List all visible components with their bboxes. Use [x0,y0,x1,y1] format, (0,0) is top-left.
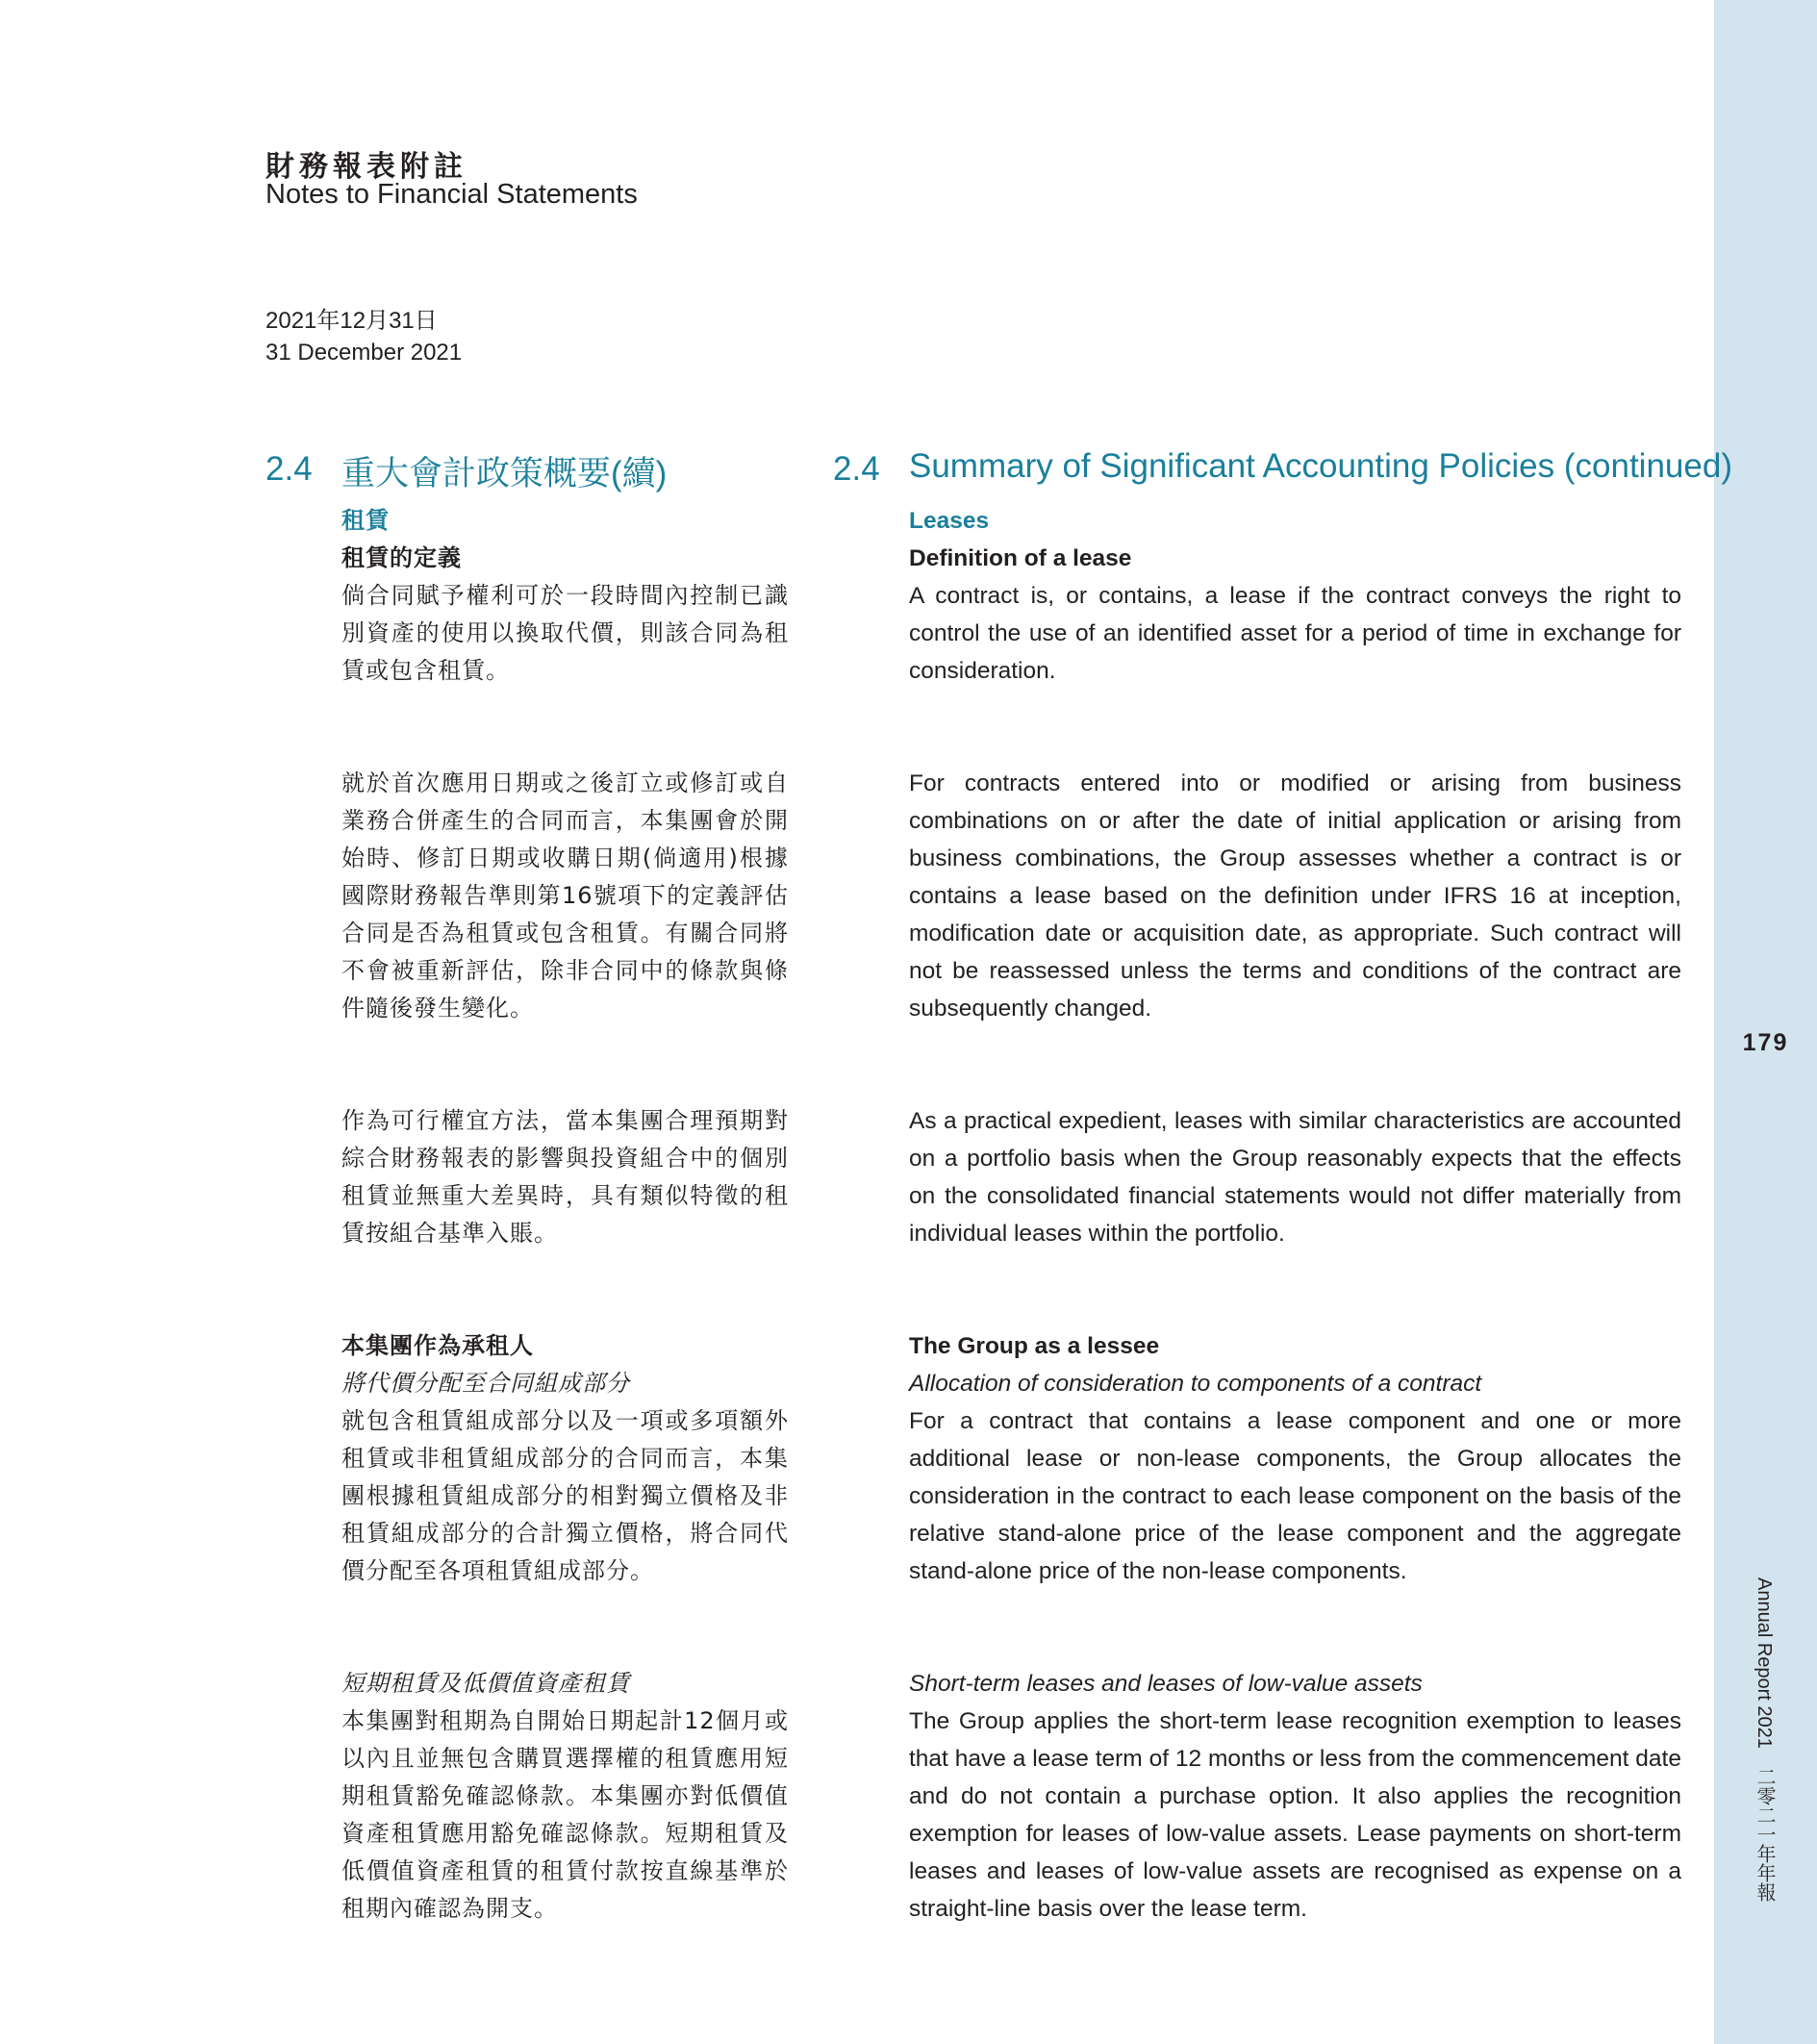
date-zh: 2021年12月31日 [265,308,438,334]
shortterm-heading-en: Short-term leases and leases of low-value assets [909,1671,1423,1697]
shortterm-heading-zh: 短期租賃及低價值資產租賃 [341,1670,630,1697]
allocation-paragraph-en: For a contract that contains a lease component and one or more additional lease or non-lease components, the Group allocates the consideration in the contract to each lease component on the basis of the relative stand-alone price of the lease component and the aggregate stand-alone price of the non-lease components. [909,1408,1681,1584]
allocation-heading-zh: 將代價分配至合同組成部分 [341,1370,630,1397]
definition-heading-en: Definition of a lease [909,545,1132,571]
report-label [1751,1577,1779,1915]
definition-heading-zh: 租賃的定義 [341,544,462,571]
allocation-paragraph-zh: 就包含租賃組成部分以及一項或多項額外租賃或非租賃組成部分的合同而言，本集團根據租賃組成部分的相對獨立價格及非租賃組成部分的合計獨立價格，將合同代價分配至各項租賃組成部分。 [341,1407,789,1584]
header-title-zh: 財務報表附註 [265,150,467,184]
section-number-en: 2.4 [833,450,880,488]
report-label-zh: 二零二一年年報 [1754,1767,1775,1903]
definition-paragraph-1-en: A contract is, or contains, a lease if the contract conveys the right to control the use of an identified asset for a period of time in exchange for consideration. [909,583,1681,684]
shortterm-paragraph-zh: 本集團對租期為自開始日期起計12個月或以內且並無包含購買選擇權的租賃應用短期租賃豁免確認條款。本集團亦對低價值資產租賃應用豁免確認條款。短期租賃及低價值資產租賃的租賃付款按直線基準於租期內確認為開支。 [341,1707,789,1922]
page-number: 179 [1742,1029,1789,1056]
leases-heading-zh: 租賃 [341,507,390,534]
lessee-heading-zh: 本集團作為承租人 [341,1332,534,1359]
shortterm-paragraph-en: The Group applies the short-term lease recognition exemption to leases that have a lease term of 12 months or less from the commencement date and do not contain a purchase option. It also applies the recognition exemption for leases of low-value assets. Lease payments on short-term leases and leases of low-value assets are recognised as expense on a straight-line basis over the lease term. [909,1708,1681,1922]
allocation-heading-en: Allocation of consideration to components of a contract [909,1371,1482,1397]
definition-paragraph-1-zh: 倘合同賦予權利可於一段時間內控制已識別資產的使用以換取代價，則該合同為租賃或包含租賃。 [341,582,789,684]
definition-paragraph-2-zh: 就於首次應用日期或之後訂立或修訂或自業務合併產生的合同而言，本集團會於開始時、修訂日期或收購日期(倘適用)根據國際財務報告準則第16號項下的定義評估合同是否為租賃或包含租賃。有關合同將不會被重新評估，除非合同中的條款與條件隨後發生變化。 [341,770,789,1022]
report-label-en: Annual Report 2021 [1754,1577,1775,1749]
column-chinese [341,502,789,1928]
lessee-heading-en: The Group as a lessee [909,1333,1160,1359]
section-title-en: Summary of Significant Accounting Policies (continued) [909,447,1732,485]
leases-heading-en: Leases [909,508,990,534]
column-english [909,502,1681,1928]
definition-paragraph-3-zh: 作為可行權宜方法，當本集團合理預期對綜合財務報表的影響與投資組合中的個別租賃並無重大差異時，具有類似特徵的租賃按組合基準入賬。 [341,1107,789,1247]
section-number-zh: 2.4 [265,450,313,488]
definition-paragraph-2-en: For contracts entered into or modified or arising from business combinations on or after the date of initial application or arising from business combinations, the Group assesses whether a contract is or contains a lease based on the definition under IFRS 16 at inception, modification date or acquisition date, as appropriate. Such contract will not be reassessed unless the terms and conditions of the contract are subsequently changed. [909,770,1681,1022]
definition-paragraph-3-en: As a practical expedient, leases with similar characteristics are accounted on a portfolio basis when the Group reasonably expects that the effects on the consolidated financial statements would not differ materially from individual leases within the portfolio. [909,1108,1681,1247]
date-en: 31 December 2021 [265,340,463,366]
section-title-zh: 重大會計政策概要(續) [341,455,668,492]
header-title-en: Notes to Financial Statements [265,179,638,210]
